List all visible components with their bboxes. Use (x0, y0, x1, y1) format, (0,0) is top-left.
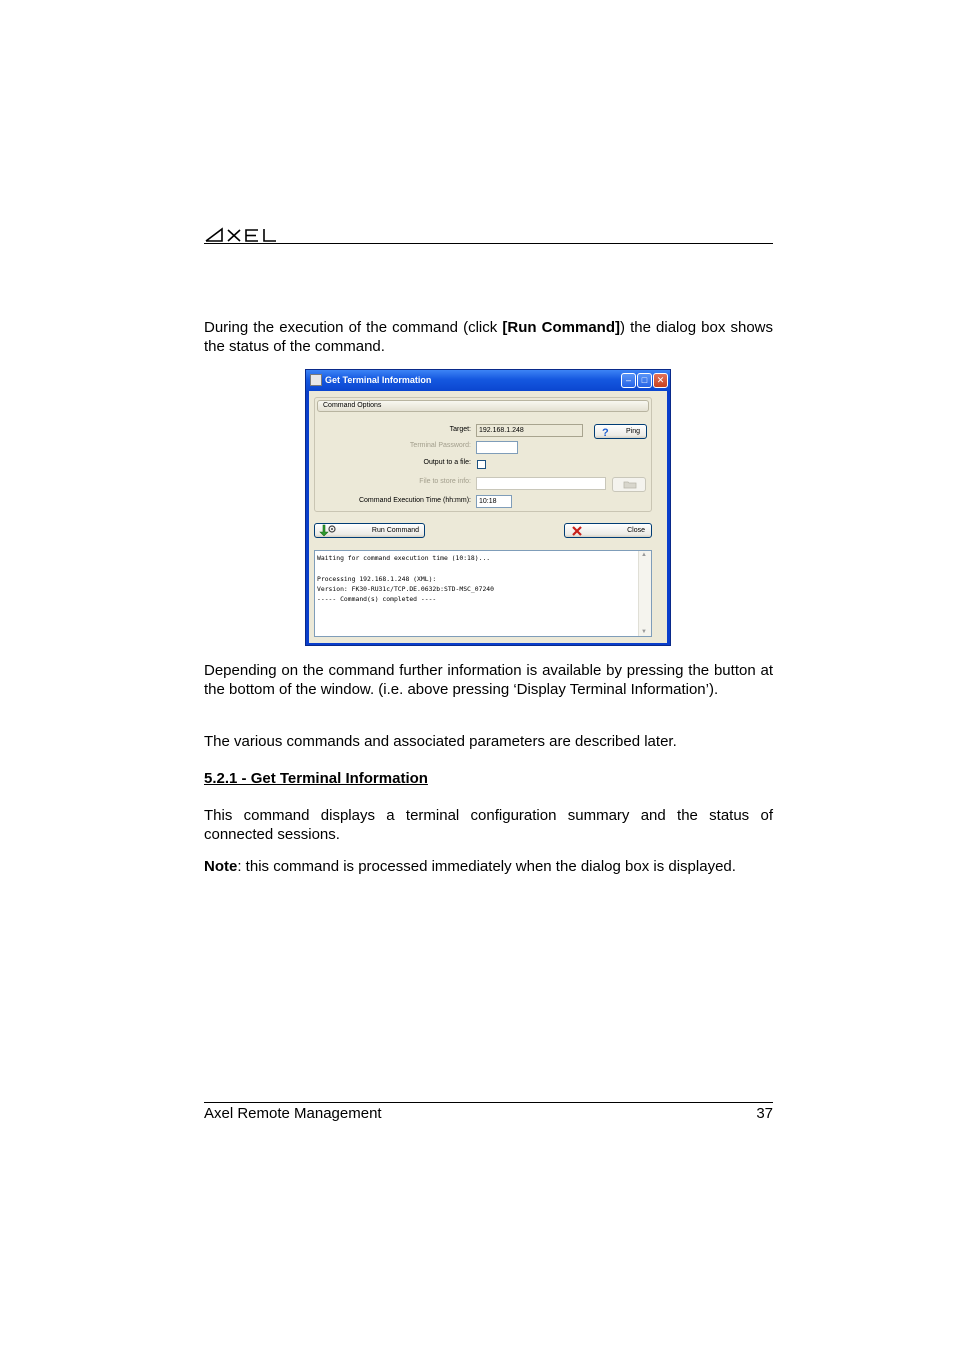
app-icon (310, 374, 322, 386)
file-to-store-label: File to store info: (419, 478, 471, 485)
output-to-file-label: Output to a file: (423, 459, 471, 466)
page-number: 37 (756, 1105, 773, 1122)
footer-rule (204, 1102, 773, 1103)
browse-button[interactable] (612, 477, 646, 492)
minimize-icon[interactable]: – (621, 373, 636, 388)
terminal-password-field[interactable] (476, 441, 518, 454)
axel-logo (204, 224, 294, 244)
dialog-title: Get Terminal Information (325, 375, 432, 385)
target-label: Target: (449, 426, 471, 433)
target-field[interactable]: 192.168.1.248 (476, 424, 583, 437)
section-heading: 5.2.1 - Get Terminal Information (204, 770, 428, 787)
file-to-store-field[interactable] (476, 477, 606, 490)
x-icon (571, 525, 583, 537)
log-scrollbar[interactable] (638, 551, 651, 636)
run-icon (319, 524, 337, 537)
run-command-button[interactable] (314, 523, 425, 538)
maximize-icon[interactable]: □ (637, 373, 652, 388)
footer-title: Axel Remote Management (204, 1105, 382, 1122)
paragraph-description: This command displays a terminal configuration summary and the status of connected sessions. (204, 807, 773, 843)
group-header (317, 400, 649, 412)
run-command-reference: [Run Command] (502, 319, 620, 336)
close-icon[interactable]: ✕ (653, 373, 668, 388)
command-options-group (314, 397, 652, 512)
close-button[interactable] (564, 523, 652, 538)
question-icon (601, 426, 611, 437)
run-command-label: Run Command (371, 527, 419, 534)
scroll-up-icon[interactable]: ▲ (641, 552, 647, 558)
intro-paragraph (204, 318, 773, 356)
intro-text-after: ) the dialog box shows the status of the command. (204, 319, 773, 355)
status-log[interactable] (314, 550, 652, 637)
ping-label: Ping (625, 428, 640, 435)
ping-button[interactable] (594, 424, 647, 439)
group-title: Command Options (323, 402, 382, 409)
dialog-client-area (309, 391, 667, 643)
status-log-text: Waiting for command execution time (10:18)... Processing 192.168.1.248 (XML): Version: FK30-RU31c/TCP.DE.0632b:STD-MSC_07240 ----- Command(s) completed ---- (317, 554, 494, 604)
svg-text:?: ? (602, 427, 609, 437)
output-to-file-checkbox[interactable] (477, 460, 486, 469)
close-label: Close (627, 527, 645, 534)
note-label: Note (204, 858, 238, 875)
dialog-titlebar[interactable] (306, 370, 670, 391)
note-paragraph (204, 857, 773, 876)
folder-icon (623, 480, 637, 489)
note-text: : this command is processed immediately when the dialog box is displayed. (237, 858, 736, 875)
get-terminal-information-dialog (305, 369, 671, 646)
scroll-down-icon[interactable]: ▼ (641, 629, 647, 635)
terminal-password-label: Terminal Password: (409, 442, 471, 449)
exec-time-field[interactable]: 10:18 (476, 495, 512, 508)
header-rule (204, 243, 773, 244)
paragraph-commands: The various commands and associated parameters are described later. (204, 733, 677, 750)
paragraph-further-information: Depending on the command further information is available by pressing the button at the bottom of the window. (i.e. above pressing ‘Display Terminal Information’). (204, 662, 773, 698)
exec-time-label: Command Execution Time (hh:mm): (358, 497, 471, 504)
intro-text-before: During the execution of the command (click (204, 319, 503, 336)
